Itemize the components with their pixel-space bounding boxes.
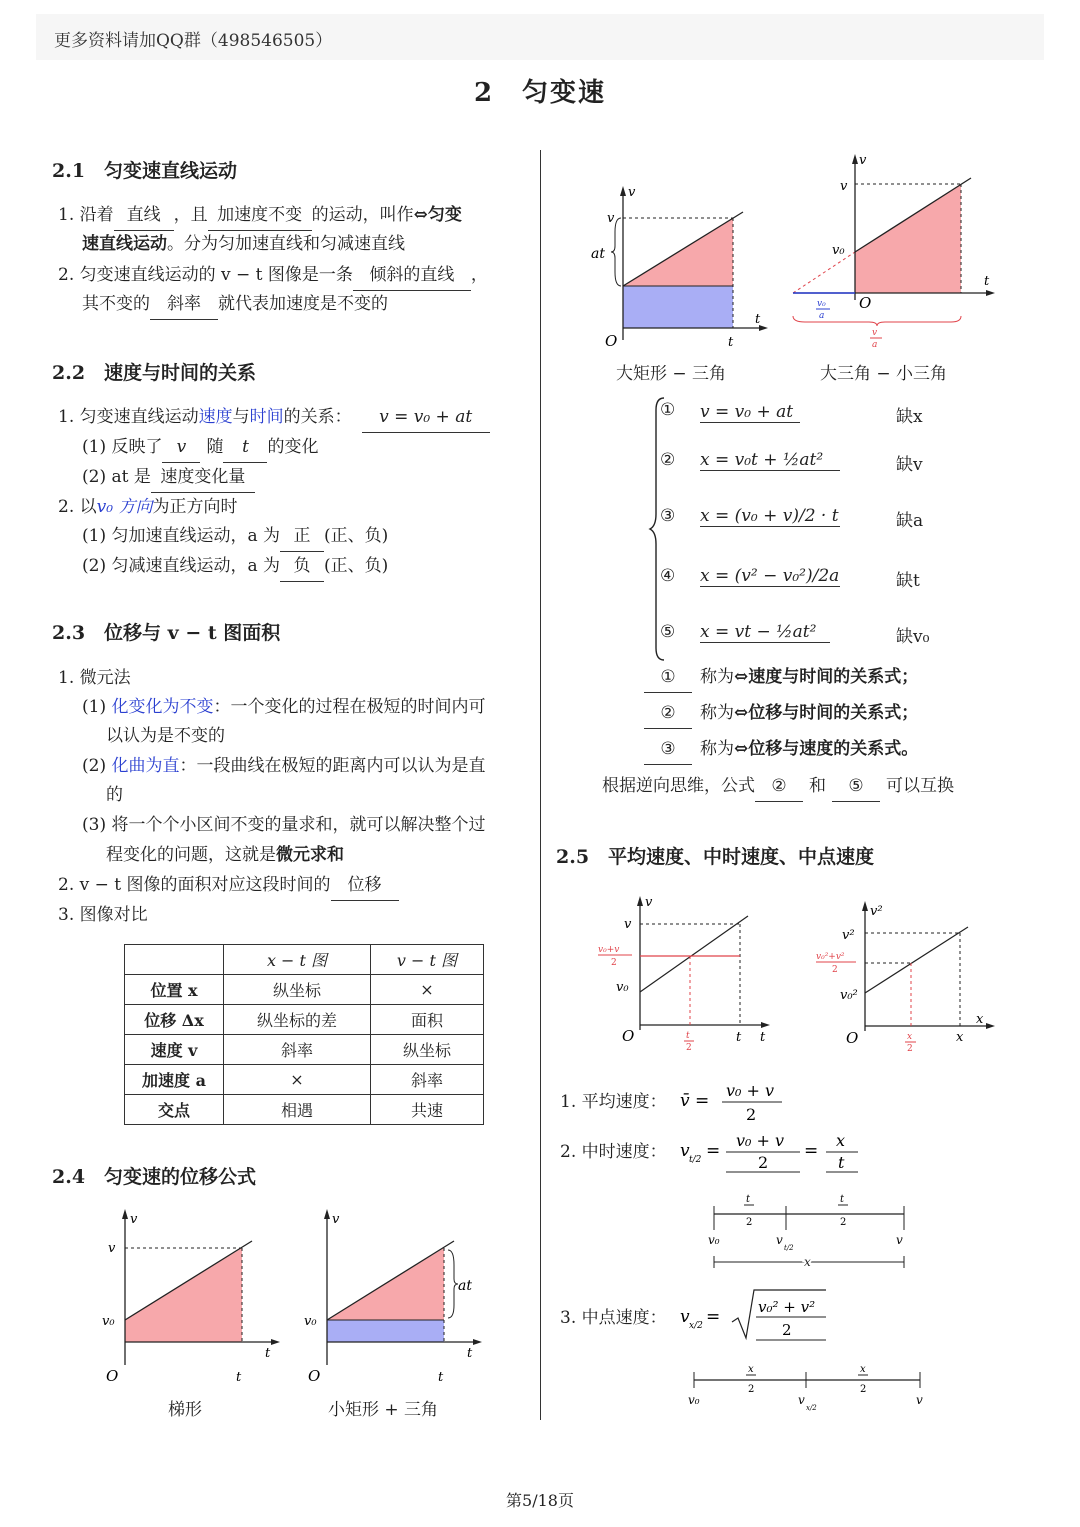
- table-cell: 位置 x: [125, 975, 224, 1005]
- comparison-table: [124, 944, 484, 1125]
- formula-miss-4: 缺t: [896, 571, 920, 591]
- tick-label-v: v: [624, 917, 632, 932]
- svg-text:v₀: v₀: [708, 1233, 720, 1247]
- formula-num-2: ②: [660, 450, 676, 470]
- header-text: 更多资料请加QQ群（498546505）: [54, 31, 333, 51]
- frac-v-over-a-num: v: [872, 328, 878, 338]
- table-cell: 纵坐标的差: [224, 1005, 371, 1035]
- s22-line6: (2) 匀减速直线运动，a 为 负 (正、负): [82, 552, 388, 582]
- table-cell: ×: [371, 975, 484, 1005]
- tick-label-t: t: [736, 1030, 742, 1045]
- formula-miss-3: 缺a: [896, 511, 924, 531]
- table-cell: ×: [224, 1065, 371, 1095]
- svg-text:v₀ + v: v₀ + v: [736, 1131, 785, 1150]
- svg-text:t/2: t/2: [689, 1155, 702, 1165]
- formula-name-1: ① 称为⇔速度与时间的关系式；: [644, 663, 918, 693]
- tick-label-v: v: [108, 1241, 116, 1256]
- s23-line9: 3. 图像对比: [58, 905, 148, 925]
- s23-line2: (1) 化变化为不变：一个变化的过程在极短的时间内可: [82, 697, 486, 717]
- section-2-2-heading: 2.2 速度与时间的关系: [52, 362, 257, 384]
- mid-point-velocity-label: 3. 中点速度：: [560, 1308, 667, 1328]
- formula-name-2: ② 称为⇔位移与时间的关系式；: [644, 699, 918, 729]
- formula-swap-note: 根据逆向思维，公式 ② 和 ⑤ 可以互换: [602, 772, 954, 802]
- graph-bigtri-minus-smalltri: [785, 150, 1000, 350]
- svg-text:=: =: [804, 1141, 819, 1161]
- avg-velocity-formula: [676, 1076, 796, 1126]
- column-divider: [540, 150, 541, 1420]
- svg-text:t: t: [838, 1153, 845, 1172]
- s23-line1: 1. 微元法: [58, 668, 131, 688]
- avg-velocity-label: 1. 平均速度：: [560, 1092, 667, 1112]
- formula-list: [660, 400, 960, 660]
- table-cell: 位移 Δx: [125, 1005, 224, 1035]
- tick-label-v0: v₀: [304, 1314, 317, 1329]
- table-cell: 交点: [125, 1095, 224, 1125]
- table-row: [125, 975, 484, 1005]
- table-header-cell: v − t 图: [371, 945, 484, 975]
- svg-text:x/2: x/2: [806, 1404, 817, 1412]
- svg-text:v̄ =: v̄ =: [680, 1091, 710, 1111]
- formula-num-3: ③: [660, 506, 676, 526]
- s23-line5: 的: [106, 785, 123, 805]
- trapezoid-area: [855, 184, 961, 293]
- graph-bigrect-minus-triangle: [585, 180, 785, 350]
- s22-line5: (1) 匀加速直线运动，a 为 正 (正、负): [82, 522, 388, 552]
- axis-label-v: v: [645, 895, 653, 910]
- s21-line4: 其不变的 斜率 就代表加速度是不变的: [82, 290, 388, 320]
- frac-mid-num: v₀²+v²: [816, 952, 845, 962]
- formula-num-5: ⑤: [660, 622, 676, 642]
- table-cell: 加速度 a: [125, 1065, 224, 1095]
- table-cell: 面积: [371, 1005, 484, 1035]
- formula-4: x = (v² − v₀²)/2a: [700, 566, 840, 586]
- graph-trapezoid: [90, 1205, 290, 1390]
- svg-text:v: v: [916, 1393, 923, 1407]
- axis-label-t: t: [760, 1030, 766, 1045]
- svg-text:v₀ + v: v₀ + v: [726, 1081, 775, 1100]
- graph-mid-point-velocity: [810, 895, 1005, 1055]
- caption-rect-triangle: 小矩形 + 三角: [328, 1400, 439, 1420]
- svg-text:=: =: [706, 1141, 721, 1161]
- table-cell: 速度 v: [125, 1035, 224, 1065]
- frac-t-half-den: 2: [686, 1043, 692, 1053]
- svg-text:2: 2: [746, 1105, 757, 1124]
- frac-x-half-den: 2: [907, 1044, 913, 1054]
- mid-time-velocity-label: 2. 中时速度：: [560, 1142, 667, 1162]
- s23-line3: 以认为是不变的: [106, 726, 225, 746]
- axis-label-t: t: [984, 274, 990, 289]
- section-2-3-heading: 2.3 位移与 v − t 图面积: [52, 622, 281, 644]
- graph-mid-time-velocity: [590, 890, 780, 1055]
- formula-miss-5: 缺v₀: [896, 627, 930, 647]
- rect-area: [327, 1320, 444, 1342]
- frac-v0-over-a-num: v₀: [817, 299, 826, 309]
- s23-line8: 2. v − t 图像的面积对应这段时间的 位移: [58, 871, 399, 901]
- axis-label-t: t: [755, 312, 761, 327]
- tick-label-t: t: [236, 1370, 242, 1385]
- s23-line4: (2) 化曲为直：一段曲线在极短的距离内可以认为是直: [82, 756, 486, 776]
- mid-time-velocity-formula: [676, 1126, 876, 1178]
- axis-label-v: v: [628, 185, 636, 200]
- svg-text:v: v: [680, 1141, 690, 1161]
- tick-label-v0-squared: v₀²: [840, 988, 858, 1003]
- svg-text:2: 2: [860, 1384, 867, 1395]
- svg-text:v₀² + v²: v₀² + v²: [758, 1298, 816, 1316]
- svg-text:v: v: [776, 1233, 783, 1247]
- formula-num-1: ①: [660, 400, 676, 420]
- svg-text:2: 2: [840, 1217, 847, 1228]
- svg-text:x: x: [836, 1131, 846, 1150]
- svg-text:2: 2: [782, 1321, 792, 1339]
- s21-line1: 1. 沿着 直线 ，且 加速度不变 的运动，叫作⇔匀变: [58, 201, 462, 231]
- formula-5: x = vt − ½at²: [700, 622, 830, 643]
- svg-text:2: 2: [748, 1384, 755, 1395]
- page-number: 第5/18页: [506, 1491, 574, 1510]
- trapezoid-area: [125, 1248, 242, 1342]
- tick-label-v0: v₀: [102, 1314, 115, 1329]
- table-row: [125, 1065, 484, 1095]
- svg-text:t/2: t/2: [784, 1244, 794, 1252]
- svg-text:t: t: [840, 1194, 845, 1205]
- axis-label-v: v: [130, 1212, 138, 1227]
- section-2-4-heading: 2.4 匀变速的位移公式: [52, 1166, 257, 1188]
- table-header-cell: [125, 945, 224, 975]
- origin-label: O: [846, 1029, 859, 1047]
- tick-label-x: x: [956, 1030, 964, 1045]
- s22-line2: (1) 反映了 v 随 t 的变化: [82, 433, 318, 463]
- table-cell: 共速: [371, 1095, 484, 1125]
- table-row: [125, 1095, 484, 1125]
- table-cell: 纵坐标: [224, 975, 371, 1005]
- svg-text:x: x: [748, 1364, 754, 1375]
- table-row: [125, 1035, 484, 1065]
- table-row: [125, 1005, 484, 1035]
- at-label: at: [458, 1278, 472, 1294]
- svg-text:2: 2: [746, 1217, 753, 1228]
- table-header-cell: x − t 图: [224, 945, 371, 975]
- caption-trapezoid: 梯形: [168, 1400, 202, 1420]
- s22-line4: 2. 以v₀ 方向为正方向时: [58, 497, 238, 517]
- rect-area: [623, 286, 733, 328]
- tick-label-v-squared: v²: [842, 928, 855, 943]
- origin-label: O: [605, 332, 618, 350]
- origin-label: O: [622, 1027, 635, 1045]
- svg-text:v: v: [896, 1233, 903, 1247]
- axis-label-t: t: [467, 1346, 473, 1361]
- origin-label: O: [859, 294, 872, 312]
- caption-bigtri-minus-smalltri: 大三角 − 小三角: [820, 364, 948, 384]
- table-cell: 纵坐标: [371, 1035, 484, 1065]
- mid-point-segment-diagram: [680, 1360, 940, 1416]
- s22-line1: 1. 匀变速直线运动速度与时间的关系： v = v₀ + at: [58, 403, 490, 433]
- frac-avg-den: 2: [611, 958, 617, 968]
- axis-label-v-squared: v²: [870, 904, 883, 919]
- table-cell: 斜率: [224, 1035, 371, 1065]
- svg-text:v₀: v₀: [688, 1393, 700, 1407]
- frac-v-over-a-den: a: [872, 340, 878, 350]
- frac-v0-over-a-den: a: [819, 311, 825, 321]
- formula-miss-2: 缺v: [896, 455, 923, 475]
- s21-line3: 2. 匀变速直线运动的 v − t 图像是一条 倾斜的直线 ，: [58, 261, 488, 291]
- mid-time-segment-diagram: [700, 1190, 920, 1270]
- s23-line7: 程变化的问题，这就是微元求和: [106, 845, 344, 865]
- formula-1: v = v₀ + at: [700, 402, 800, 423]
- formula-2: x = v₀t + ½at²: [700, 450, 840, 471]
- frac-x-half-num: x: [907, 1032, 913, 1042]
- axis-label-v: v: [859, 153, 867, 168]
- table-header-row: [125, 945, 484, 975]
- formula-name-3: ③ 称为⇔位移与速度的关系式。: [644, 735, 918, 765]
- page-title: 2 匀变速: [473, 78, 607, 108]
- tick-label-t: t: [728, 335, 734, 350]
- origin-label: O: [106, 1367, 119, 1385]
- table-cell: 相遇: [224, 1095, 371, 1125]
- formula-num-4: ④: [660, 566, 676, 586]
- svg-text:v: v: [798, 1393, 805, 1407]
- s23-line6: (3) 将一个个小区间不变的量求和，就可以解决整个过: [82, 815, 486, 835]
- svg-text:x: x: [860, 1364, 866, 1375]
- at-label: at: [591, 246, 605, 262]
- mid-point-velocity-formula: [676, 1284, 836, 1344]
- frac-mid-den: 2: [832, 965, 838, 975]
- frac-avg-num: v₀+v: [598, 945, 620, 955]
- axis-label-x: x: [976, 1012, 984, 1027]
- svg-text:2: 2: [758, 1153, 769, 1172]
- s21-line2: 速直线运动。分为匀加速直线和匀减速直线: [82, 234, 405, 254]
- svg-text:t: t: [746, 1194, 751, 1205]
- origin-label: O: [308, 1367, 321, 1385]
- formula-3: x = (v₀ + v)/2 · t: [700, 506, 839, 526]
- section-2-1-heading: 2.1 匀变速直线运动: [52, 160, 238, 182]
- tick-label-v: v: [607, 211, 615, 226]
- tick-label-v0: v₀: [616, 980, 629, 995]
- svg-text:v: v: [680, 1307, 690, 1327]
- tick-label-v0: v₀: [832, 243, 845, 258]
- tick-label-v: v: [840, 179, 848, 194]
- axis-label-t: t: [265, 1346, 271, 1361]
- s22-line3: (2) at 是 速度变化量: [82, 463, 255, 493]
- section-2-5-heading: 2.5 平均速度、中时速度、中点速度: [556, 846, 875, 868]
- svg-text:=: =: [706, 1307, 721, 1327]
- formula-miss-1: 缺x: [896, 407, 923, 427]
- virtual-triangle: [793, 252, 855, 293]
- svg-text:x/2: x/2: [689, 1321, 703, 1331]
- svg-text:x: x: [804, 1255, 811, 1269]
- table-cell: 斜率: [371, 1065, 484, 1095]
- tick-label-t: t: [438, 1370, 444, 1385]
- frac-t-half-num: t: [686, 1031, 690, 1041]
- caption-bigrect-minus-triangle: 大矩形 − 三角: [616, 364, 727, 384]
- axis-label-v: v: [332, 1212, 340, 1227]
- graph-rect-triangle: [292, 1205, 492, 1390]
